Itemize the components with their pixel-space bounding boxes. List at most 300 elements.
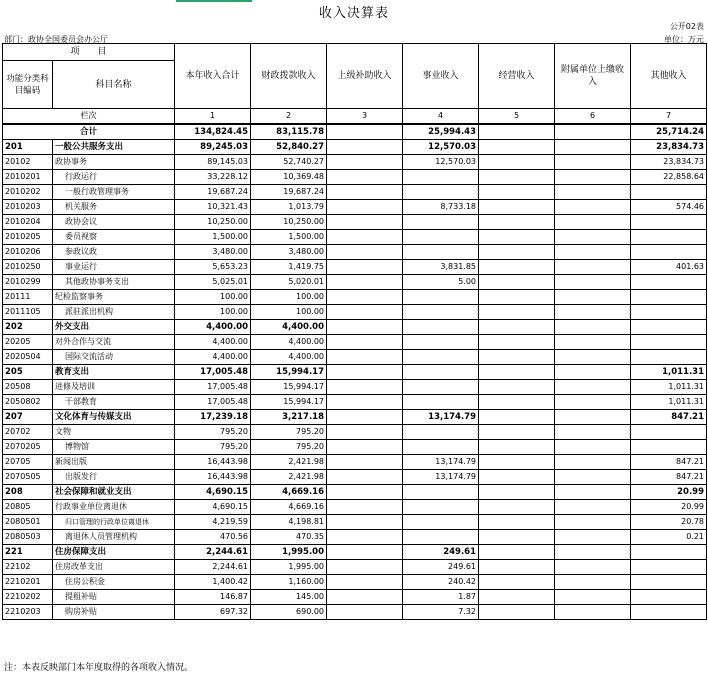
- col-header-3: 上级补助收入: [327, 44, 403, 109]
- row-value: [631, 590, 707, 605]
- page-title: 收入决算表: [318, 6, 389, 21]
- table-row: [3, 200, 707, 215]
- row-value: 20.99: [631, 485, 707, 500]
- row-name: 纪检监察事务: [53, 290, 175, 305]
- col-header-2: 财政拨款收入: [251, 44, 327, 109]
- row-value: [555, 575, 631, 590]
- col-header-7: 其他收入: [631, 44, 707, 109]
- row-value: 1,011.31: [631, 380, 707, 395]
- total-value: [555, 124, 631, 140]
- row-value: 13,174.79: [403, 470, 479, 485]
- row-value: [327, 155, 403, 170]
- table-row: [3, 275, 707, 290]
- row-value: 249.61: [403, 545, 479, 560]
- total-value: 83,115.78: [251, 124, 327, 140]
- row-name: 派驻派出机构: [53, 305, 175, 320]
- row-value: 5,020.01: [251, 275, 327, 290]
- row-value: [631, 545, 707, 560]
- row-name: 出版发行: [53, 470, 175, 485]
- row-name: 参政议政: [53, 245, 175, 260]
- row-code: 207: [3, 410, 53, 425]
- unit-label: 单位：万元: [664, 35, 704, 44]
- row-value: 4,669.16: [251, 485, 327, 500]
- row-value: [403, 185, 479, 200]
- row-value: 19,687.24: [251, 185, 327, 200]
- row-value: 4,400.00: [251, 350, 327, 365]
- row-value: [631, 560, 707, 575]
- row-code: 2011105: [3, 305, 53, 320]
- row-value: 2,244.61: [175, 545, 251, 560]
- row-value: [555, 185, 631, 200]
- row-value: [403, 440, 479, 455]
- row-value: 697.32: [175, 605, 251, 620]
- row-value: 4,198.81: [251, 515, 327, 530]
- row-value: 52,740.27: [251, 155, 327, 170]
- row-value: [327, 245, 403, 260]
- row-value: [479, 560, 555, 575]
- row-name: 外交支出: [53, 320, 175, 335]
- table-row: [3, 185, 707, 200]
- row-value: [479, 140, 555, 155]
- table-row: [3, 155, 707, 170]
- total-value: 25,714.24: [631, 124, 707, 140]
- row-name: 政协会议: [53, 215, 175, 230]
- row-code: 221: [3, 545, 53, 560]
- row-code: 2010299: [3, 275, 53, 290]
- row-name: 提租补贴: [53, 590, 175, 605]
- row-value: [403, 515, 479, 530]
- row-value: [631, 350, 707, 365]
- row-value: 795.20: [251, 440, 327, 455]
- row-value: 17,005.48: [175, 395, 251, 410]
- row-value: 1,500.00: [251, 230, 327, 245]
- table-row: [3, 170, 707, 185]
- row-code: 208: [3, 485, 53, 500]
- col-header-4: 事业收入: [403, 44, 479, 109]
- row-value: [479, 575, 555, 590]
- row-value: [555, 230, 631, 245]
- row-value: [631, 215, 707, 230]
- row-value: [479, 425, 555, 440]
- row-value: 4,669.16: [251, 500, 327, 515]
- row-value: 22,858.64: [631, 170, 707, 185]
- row-name: 住房保障支出: [53, 545, 175, 560]
- row-value: [631, 605, 707, 620]
- row-value: [555, 500, 631, 515]
- row-value: [327, 455, 403, 470]
- row-value: [555, 335, 631, 350]
- table-row: [3, 470, 707, 485]
- row-value: 1,995.00: [251, 560, 327, 575]
- row-code: 2010204: [3, 215, 53, 230]
- row-name: 教育支出: [53, 365, 175, 380]
- row-value: [327, 260, 403, 275]
- row-value: 20.99: [631, 500, 707, 515]
- row-value: [403, 500, 479, 515]
- row-value: [327, 440, 403, 455]
- table-row: [3, 335, 707, 350]
- total-value: [479, 124, 555, 140]
- row-value: [403, 335, 479, 350]
- row-value: [479, 395, 555, 410]
- row-value: 15,994.17: [251, 380, 327, 395]
- form-number: 公开02表: [669, 22, 704, 31]
- col-number: 4: [403, 109, 479, 125]
- row-value: 5,653.23: [175, 260, 251, 275]
- row-code: 2050802: [3, 395, 53, 410]
- row-value: [479, 215, 555, 230]
- row-name: 社会保障和就业支出: [53, 485, 175, 500]
- row-name: 住房改革支出: [53, 560, 175, 575]
- row-code: 20705: [3, 455, 53, 470]
- table-row: [3, 230, 707, 245]
- row-value: [555, 590, 631, 605]
- row-value: [555, 200, 631, 215]
- col-header-5: 经营收入: [479, 44, 555, 109]
- row-code: 2010205: [3, 230, 53, 245]
- row-value: [555, 530, 631, 545]
- table-row: [3, 455, 707, 470]
- row-name: 文物: [53, 425, 175, 440]
- row-name: 国际交流活动: [53, 350, 175, 365]
- col-number: 5: [479, 109, 555, 125]
- row-code: 22102: [3, 560, 53, 575]
- table-row: [3, 380, 707, 395]
- row-value: [327, 230, 403, 245]
- row-value: [479, 185, 555, 200]
- row-name: 归口管理的行政单位离退休: [53, 515, 175, 530]
- table-row: [3, 485, 707, 500]
- row-value: 470.56: [175, 530, 251, 545]
- row-name: 干部教育: [53, 395, 175, 410]
- row-value: 795.20: [251, 425, 327, 440]
- row-value: [479, 410, 555, 425]
- row-value: [479, 485, 555, 500]
- row-value: [555, 140, 631, 155]
- row-value: [631, 290, 707, 305]
- row-value: 3,480.00: [175, 245, 251, 260]
- row-value: [555, 440, 631, 455]
- row-value: 4,400.00: [251, 320, 327, 335]
- row-value: [479, 605, 555, 620]
- row-value: [403, 290, 479, 305]
- name-col-header: 科目名称: [53, 61, 175, 109]
- row-name: 对外合作与交流: [53, 335, 175, 350]
- row-value: 4,400.00: [251, 335, 327, 350]
- row-value: 2,421.98: [251, 470, 327, 485]
- income-table: [2, 43, 707, 620]
- row-value: 690.00: [251, 605, 327, 620]
- row-value: 401.63: [631, 260, 707, 275]
- row-value: [327, 275, 403, 290]
- row-value: [555, 455, 631, 470]
- table-row: [3, 410, 707, 425]
- row-value: [403, 245, 479, 260]
- row-value: [327, 365, 403, 380]
- table-row: [3, 590, 707, 605]
- table-row: [3, 215, 707, 230]
- row-value: 7.32: [403, 605, 479, 620]
- total-label: 合计: [3, 124, 175, 140]
- row-value: [479, 200, 555, 215]
- row-value: [479, 260, 555, 275]
- row-name: 事业运行: [53, 260, 175, 275]
- row-value: 15,994.17: [251, 395, 327, 410]
- row-value: [403, 425, 479, 440]
- col-number: 3: [327, 109, 403, 125]
- row-value: 847.21: [631, 470, 707, 485]
- table-row: [3, 530, 707, 545]
- table-row: [3, 560, 707, 575]
- row-value: [327, 560, 403, 575]
- row-value: [631, 185, 707, 200]
- row-value: 4,690.15: [175, 500, 251, 515]
- row-value: 4,400.00: [175, 335, 251, 350]
- col-header-6: 附属单位上缴收入: [555, 44, 631, 109]
- row-number-label: 栏次: [3, 109, 175, 125]
- row-value: [327, 305, 403, 320]
- row-value: [327, 185, 403, 200]
- row-value: [555, 215, 631, 230]
- row-value: [403, 305, 479, 320]
- row-value: [555, 560, 631, 575]
- table-body: [3, 140, 707, 620]
- row-value: [555, 425, 631, 440]
- row-code: 2210201: [3, 575, 53, 590]
- row-value: [327, 485, 403, 500]
- row-value: 10,321.43: [175, 200, 251, 215]
- row-code: 2210203: [3, 605, 53, 620]
- row-value: 100.00: [175, 290, 251, 305]
- row-value: 10,250.00: [175, 215, 251, 230]
- col-number: 1: [175, 109, 251, 125]
- row-code: 2010201: [3, 170, 53, 185]
- row-value: 1,011.31: [631, 395, 707, 410]
- row-value: [327, 530, 403, 545]
- row-value: 1.87: [403, 590, 479, 605]
- table-row: [3, 605, 707, 620]
- row-value: [327, 425, 403, 440]
- col-number: 6: [555, 109, 631, 125]
- row-value: [327, 335, 403, 350]
- row-value: 574.46: [631, 200, 707, 215]
- row-value: 1,160.00: [251, 575, 327, 590]
- row-name: 进修及培训: [53, 380, 175, 395]
- row-value: [403, 365, 479, 380]
- row-value: [479, 245, 555, 260]
- row-value: 16,443.98: [175, 470, 251, 485]
- table-row: [3, 575, 707, 590]
- row-value: [327, 470, 403, 485]
- row-value: [327, 170, 403, 185]
- table-row: [3, 425, 707, 440]
- table-row: [3, 245, 707, 260]
- row-value: [555, 245, 631, 260]
- row-code: 2020504: [3, 350, 53, 365]
- row-name: 一般行政管理事务: [53, 185, 175, 200]
- row-value: [555, 485, 631, 500]
- row-value: [555, 515, 631, 530]
- table-row: [3, 515, 707, 530]
- row-value: 1,995.00: [251, 545, 327, 560]
- row-value: 33,228.12: [175, 170, 251, 185]
- table-row: [3, 350, 707, 365]
- row-value: 17,005.48: [175, 380, 251, 395]
- row-value: 89,245.03: [175, 140, 251, 155]
- row-name: 文化体育与传媒支出: [53, 410, 175, 425]
- row-value: [479, 350, 555, 365]
- row-value: [403, 350, 479, 365]
- row-value: 13,174.79: [403, 410, 479, 425]
- row-value: 0.21: [631, 530, 707, 545]
- row-value: [555, 365, 631, 380]
- table-row: [3, 290, 707, 305]
- row-code: 2010250: [3, 260, 53, 275]
- row-value: [555, 170, 631, 185]
- row-value: [403, 170, 479, 185]
- row-value: 23,834.73: [631, 155, 707, 170]
- row-value: 847.21: [631, 410, 707, 425]
- table-row: [3, 260, 707, 275]
- row-value: [479, 305, 555, 320]
- row-value: [327, 140, 403, 155]
- row-value: [555, 290, 631, 305]
- row-value: 13,174.79: [403, 455, 479, 470]
- row-value: [479, 470, 555, 485]
- row-value: [631, 440, 707, 455]
- row-code: 2010202: [3, 185, 53, 200]
- row-value: [403, 320, 479, 335]
- row-code: 20111: [3, 290, 53, 305]
- row-value: 17,239.18: [175, 410, 251, 425]
- row-value: 100.00: [175, 305, 251, 320]
- row-value: 89,145.03: [175, 155, 251, 170]
- row-code: 202: [3, 320, 53, 335]
- row-value: [555, 275, 631, 290]
- row-value: 795.20: [175, 425, 251, 440]
- row-code: 2210202: [3, 590, 53, 605]
- row-value: [327, 575, 403, 590]
- row-value: 847.21: [631, 455, 707, 470]
- row-value: [555, 605, 631, 620]
- row-code: 2010206: [3, 245, 53, 260]
- row-code: 2070205: [3, 440, 53, 455]
- row-code: 20205: [3, 335, 53, 350]
- row-code: 2010203: [3, 200, 53, 215]
- row-value: 16,443.98: [175, 455, 251, 470]
- row-value: 20.78: [631, 515, 707, 530]
- row-value: 145.00: [251, 590, 327, 605]
- table-row: [3, 365, 707, 380]
- total-value: 134,824.45: [175, 124, 251, 140]
- item-group-header: 项 目: [3, 44, 175, 61]
- row-value: [631, 230, 707, 245]
- row-value: [403, 230, 479, 245]
- row-name: 博物馆: [53, 440, 175, 455]
- row-value: 100.00: [251, 290, 327, 305]
- row-value: [479, 515, 555, 530]
- row-value: [327, 200, 403, 215]
- row-value: [479, 170, 555, 185]
- row-value: [479, 545, 555, 560]
- table-row: [3, 545, 707, 560]
- row-value: 3,480.00: [251, 245, 327, 260]
- col-number: 7: [631, 109, 707, 125]
- row-value: 19,687.24: [175, 185, 251, 200]
- row-value: 12,570.03: [403, 155, 479, 170]
- row-value: 52,840.27: [251, 140, 327, 155]
- row-value: [631, 425, 707, 440]
- row-value: [555, 260, 631, 275]
- row-code: 201: [3, 140, 53, 155]
- row-value: [479, 365, 555, 380]
- row-value: [327, 290, 403, 305]
- row-value: [327, 215, 403, 230]
- row-value: 10,369.48: [251, 170, 327, 185]
- row-value: [631, 575, 707, 590]
- row-value: [479, 440, 555, 455]
- row-value: 4,400.00: [175, 320, 251, 335]
- row-code: 205: [3, 365, 53, 380]
- row-value: [403, 395, 479, 410]
- row-value: [555, 155, 631, 170]
- row-value: [555, 350, 631, 365]
- row-value: [479, 290, 555, 305]
- row-value: [631, 320, 707, 335]
- row-value: [403, 215, 479, 230]
- row-name: 新闻出版: [53, 455, 175, 470]
- row-name: 行政运行: [53, 170, 175, 185]
- row-value: 2,244.61: [175, 560, 251, 575]
- row-value: 1,419.75: [251, 260, 327, 275]
- row-value: [327, 515, 403, 530]
- table-row: [3, 320, 707, 335]
- row-value: 17,005.48: [175, 365, 251, 380]
- row-value: [327, 395, 403, 410]
- row-value: [631, 275, 707, 290]
- row-value: [479, 155, 555, 170]
- row-value: [555, 545, 631, 560]
- table-row: [3, 440, 707, 455]
- row-value: 146.87: [175, 590, 251, 605]
- row-value: [555, 395, 631, 410]
- row-value: 3,217.18: [251, 410, 327, 425]
- row-value: 12,570.03: [403, 140, 479, 155]
- code-col-header: 功能分类科目编码: [3, 61, 53, 109]
- row-value: 240.42: [403, 575, 479, 590]
- row-value: [555, 320, 631, 335]
- row-value: [479, 500, 555, 515]
- table-row: [3, 305, 707, 320]
- row-code: 20702: [3, 425, 53, 440]
- department-label: 部门：政协全国委员会办公厅: [4, 35, 108, 44]
- row-value: [327, 605, 403, 620]
- row-value: [631, 335, 707, 350]
- row-name: 住房公积金: [53, 575, 175, 590]
- row-value: 2,421.98: [251, 455, 327, 470]
- row-value: [555, 410, 631, 425]
- row-value: [479, 320, 555, 335]
- row-value: 23,834.73: [631, 140, 707, 155]
- row-name: 离退休人员管理机构: [53, 530, 175, 545]
- row-value: [555, 380, 631, 395]
- table-row: [3, 395, 707, 410]
- row-value: 15,994.17: [251, 365, 327, 380]
- row-code: 2080501: [3, 515, 53, 530]
- row-value: 4,219.59: [175, 515, 251, 530]
- row-code: 2080503: [3, 530, 53, 545]
- row-name: 委员视察: [53, 230, 175, 245]
